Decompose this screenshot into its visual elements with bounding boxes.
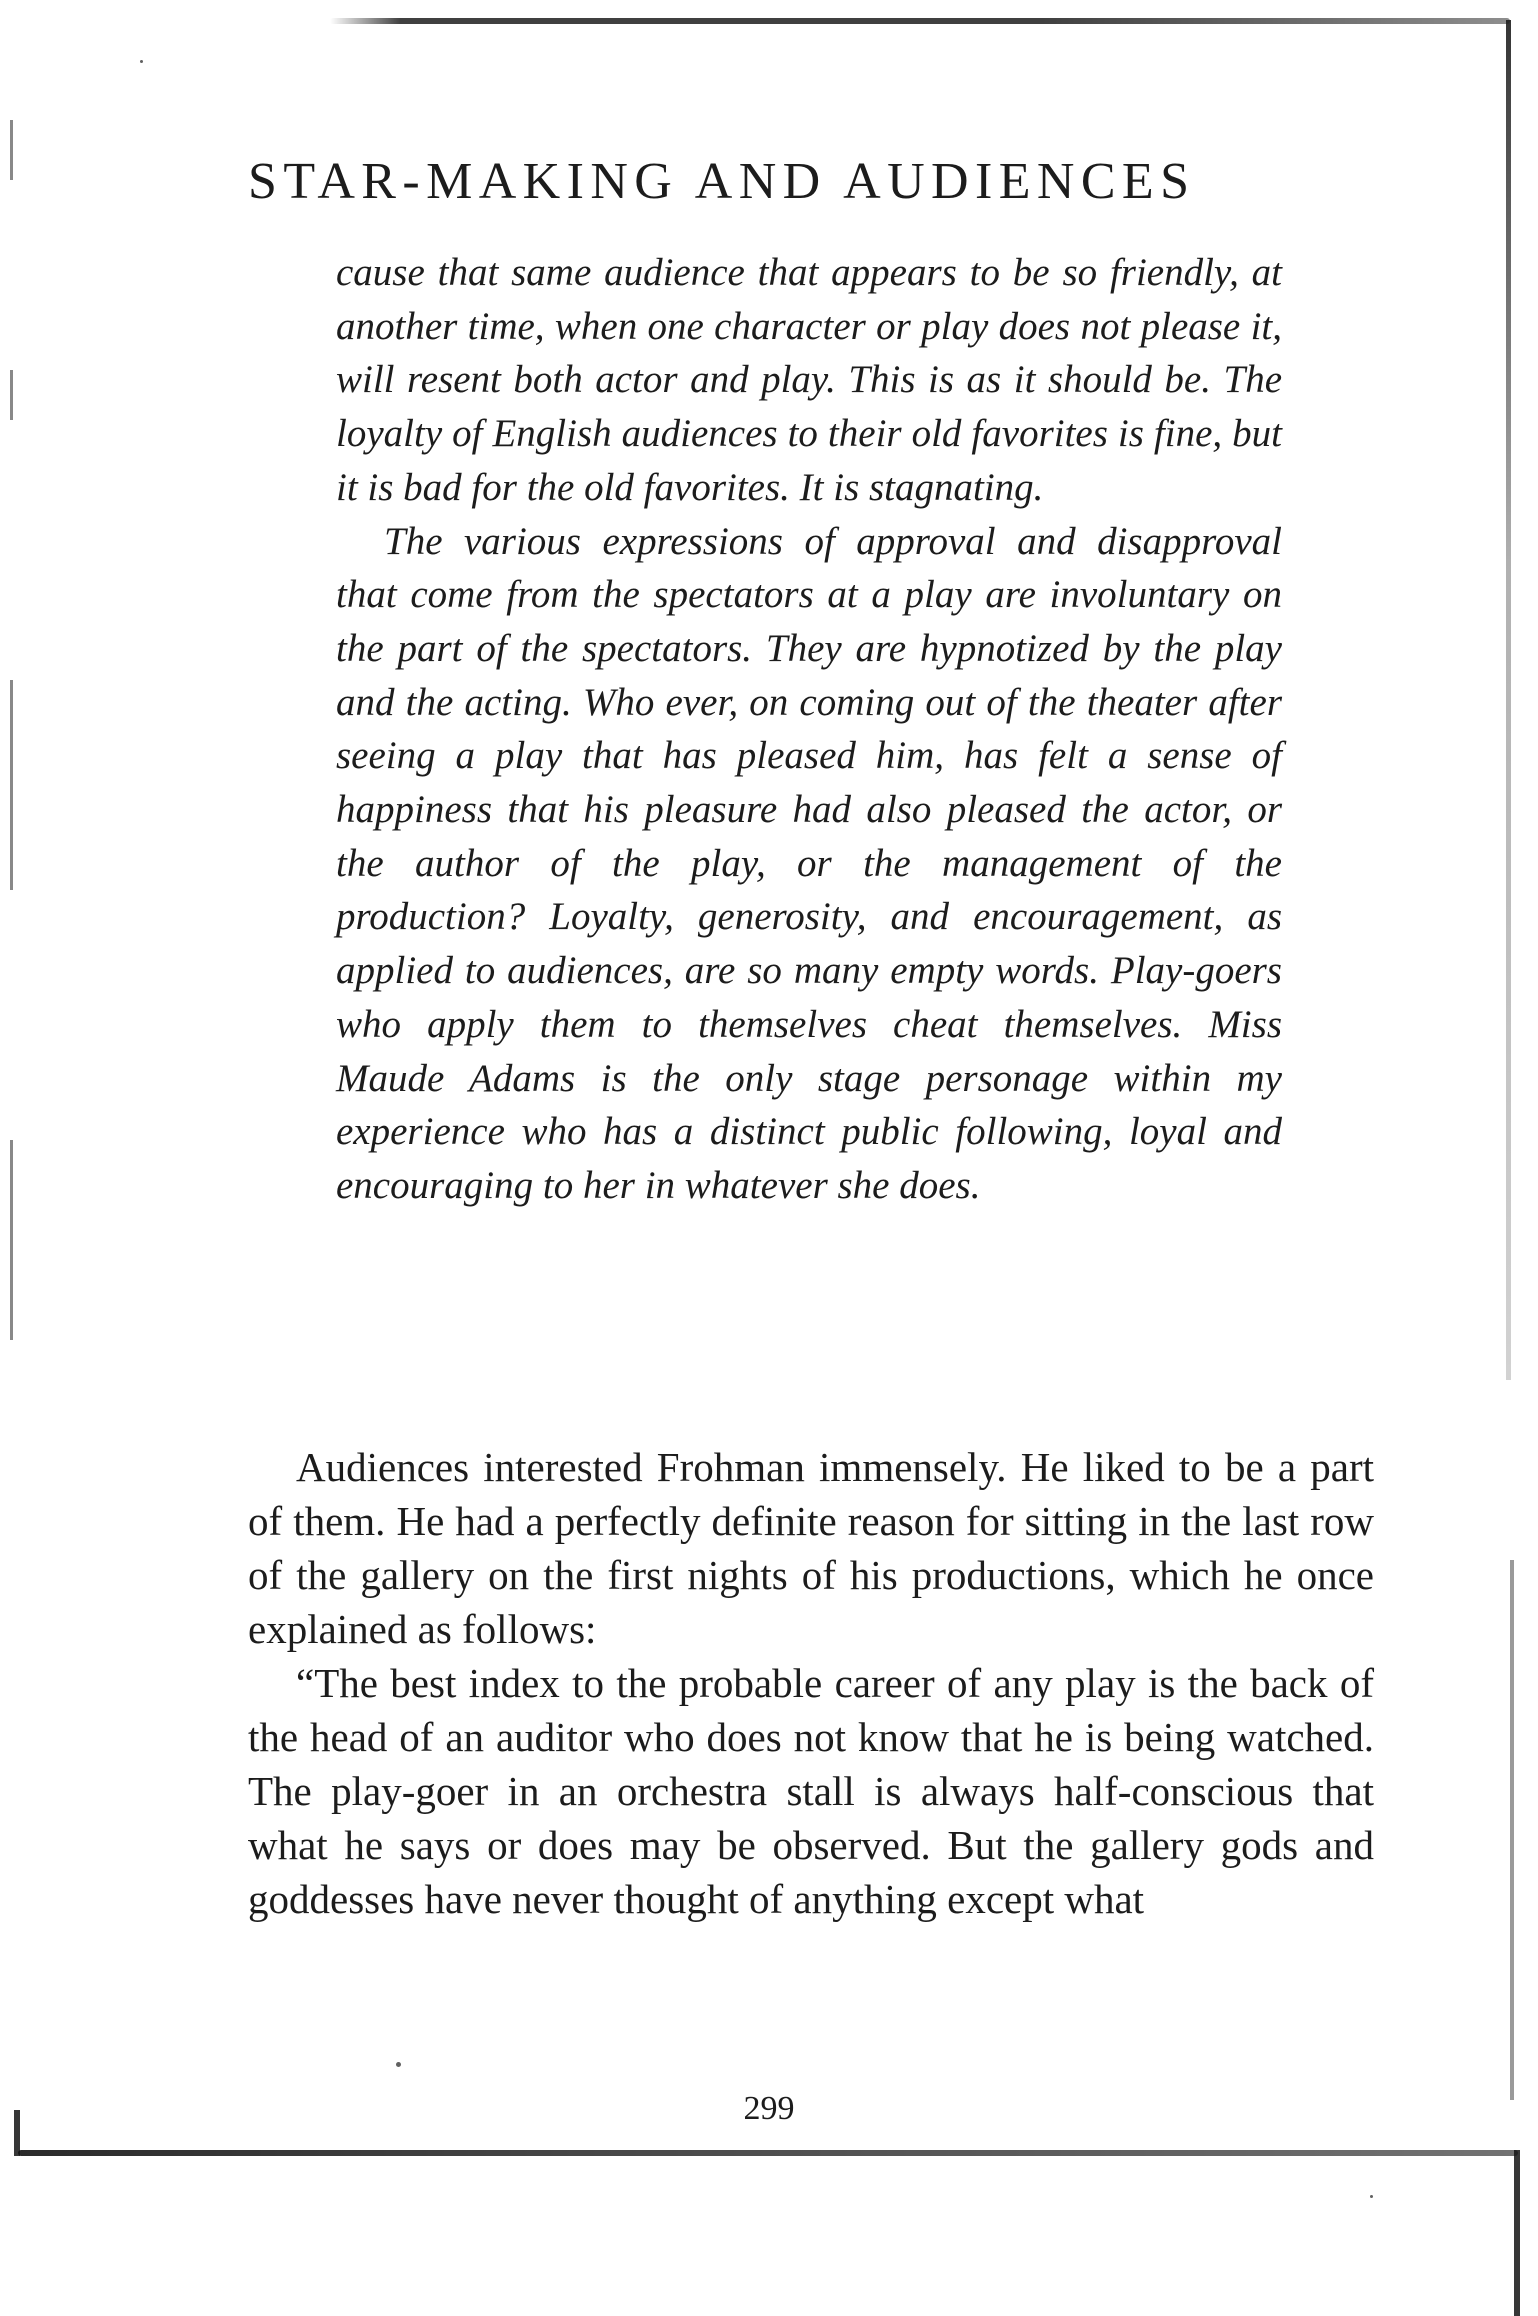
page-number: 299 <box>743 2090 795 2127</box>
running-head: STAR-MAKING AND AUDIENCES <box>248 153 1196 210</box>
scan-frame-right-edge <box>1506 20 1511 1380</box>
scan-frame-right-edge-lower <box>1510 1560 1514 2100</box>
scan-speck <box>140 60 143 63</box>
body-paragraph: “The best index to the probable career of any play is the back of the head of an auditor who does not know that he is being watched. The play-goer in an orchestra stall is always half-conscious that what he says or does may be observed. But the gallery gods and goddesses have never thought of anything except what <box>248 1660 1374 1922</box>
body-paragraph: Audiences interested Frohman immensely. He liked to be a part of them. He had a perfectly definite reason for sitting in the last row of the gallery on the first nights of his productions, which he once explained as follows: <box>248 1444 1374 1652</box>
body-text <box>248 1440 1374 1926</box>
scan-frame-top-edge <box>330 18 1510 24</box>
quote-paragraph: cause that same audience that appears to be so friendly, at another time, when one character or play does not please it, will resent both actor and play. This is as it should be. The loyalty of English audiences to their old favorites is fine, but it is bad for the old favorites. It is stagnating. <box>336 251 1282 509</box>
scan-left-margin-marks <box>6 120 20 1380</box>
scan-frame-right-corner <box>1514 2150 1520 2316</box>
scan-speck <box>396 2062 401 2067</box>
quoted-passage <box>336 246 1282 1213</box>
scan-speck <box>1370 2195 1373 2198</box>
scan-frame-bottom-edge <box>18 2150 1518 2156</box>
quote-paragraph: The various expressions of approval and disapproval that come from the spectators at a play are involuntary on the part of the spectators. They are hypnotized by the play and the acting. Who ever, on coming out of the theater after seeing a play that has pleased him, has felt a sense of happiness that his pleasure had also pleased the actor, or the author of the play, or the management of the production? Loyalty, generosity, and encouragement, as applied to audiences, are so many empty words. Play-goers who apply them to themselves cheat themselves. Miss Maude Adams is the only stage personage within my experience who has a distinct public following, loyal and encouraging to her in whatever she does. <box>336 519 1282 1207</box>
